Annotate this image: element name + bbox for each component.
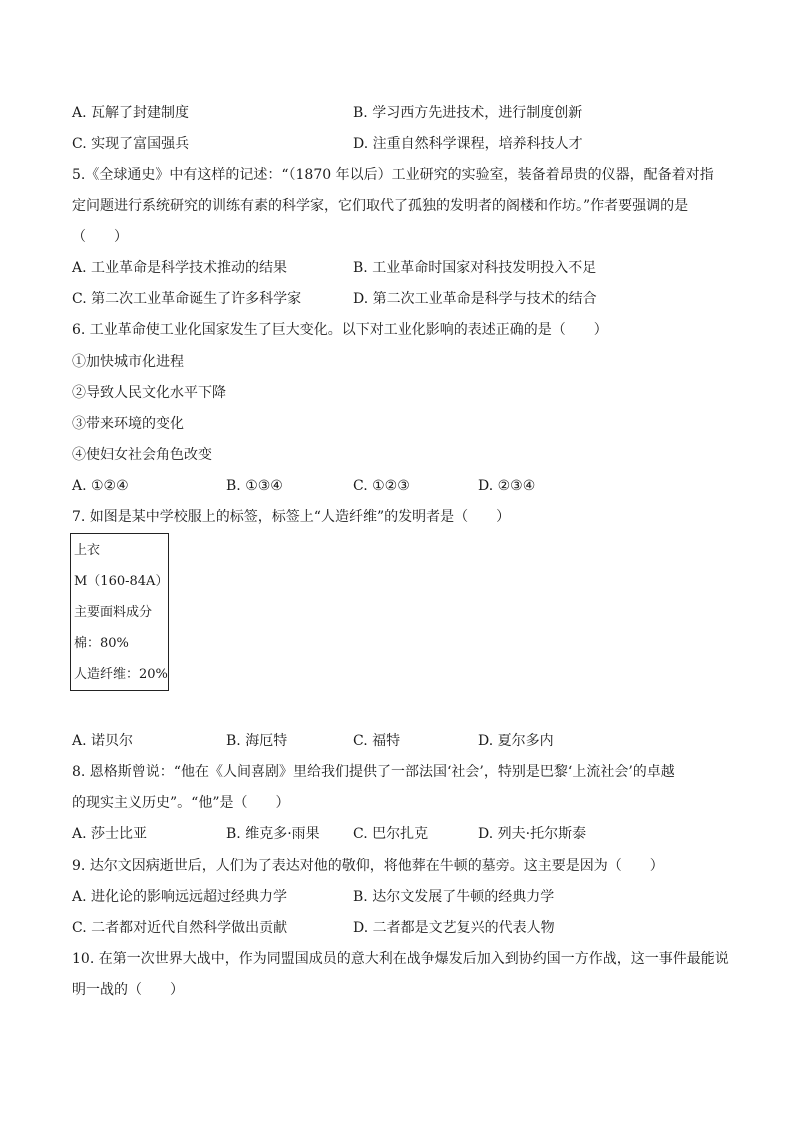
tag-line-3: 主要面料成分 — [74, 605, 153, 620]
q9-option-b: B. 达尔文发展了牛顿的经典力学 — [353, 889, 555, 905]
q10-stem-line-1: 10. 在第一次世界大战中，作为同盟国成员的意大利在战争爆发后加入到协约国一方作战，这一事件最能说 — [72, 951, 729, 967]
q4-option-c: C. 实现了富国强兵 — [72, 136, 190, 152]
q4-option-a: A. 瓦解了封建制度 — [72, 105, 190, 121]
q7-option-b: B. 海厄特 — [226, 733, 288, 749]
q6-item-3: ③带来环境的变化 — [72, 416, 184, 432]
q5-option-c: C. 第二次工业革命诞生了许多科学家 — [72, 291, 302, 307]
q8-option-d: D. 列夫·托尔斯泰 — [478, 826, 587, 842]
q5-option-b: B. 工业革命时国家对科技发明投入不足 — [353, 260, 597, 276]
q7-option-a: A. 诺贝尔 — [72, 733, 134, 749]
q5-stem-line-2: 定问题进行系统研究的训练有素的科学家，它们取代了孤独的发明者的阁楼和作坊。”作者要强调的是 — [72, 198, 689, 214]
q6-item-1: ①加快城市化进程 — [72, 354, 184, 370]
q6-option-b: B. ①③④ — [226, 478, 283, 494]
q5-option-a: A. 工业革命是科学技术推动的结果 — [72, 260, 288, 276]
q6-option-a: A. ①②④ — [72, 478, 129, 494]
q9-option-c: C. 二者都对近代自然科学做出贡献 — [72, 920, 288, 936]
q6-option-c: C. ①②③ — [353, 478, 410, 494]
q6-item-4: ④使妇女社会角色改变 — [72, 447, 212, 463]
q6-stem: 6. 工业革命使工业化国家发生了巨大变化。以下对工业化影响的表述正确的是（ ） — [72, 322, 608, 338]
q5-option-d: D. 第二次工业革命是科学与技术的结合 — [353, 291, 597, 307]
q8-stem-line-2: 的现实主义历史”。“他”是（ ） — [72, 795, 290, 811]
q10-stem-line-2: 明一战的（ ） — [72, 982, 184, 998]
q5-stem-line-1: 5.《全球通史》中有这样的记述：“（1870 年以后）工业研究的实验室，装备着昂贵的仪器，配备着对指 — [72, 167, 714, 183]
q7-option-c: C. 福特 — [353, 733, 401, 749]
q8-option-b: B. 维克多·雨果 — [226, 826, 320, 842]
clothing-tag — [70, 533, 169, 691]
q9-option-d: D. 二者都是文艺复兴的代表人物 — [353, 920, 555, 936]
tag-line-1: 上衣 — [74, 543, 101, 558]
q4-option-b: B. 学习西方先进技术，进行制度创新 — [353, 105, 583, 121]
q7-option-d: D. 夏尔多内 — [478, 733, 554, 749]
tag-line-2: M（160-84A） — [74, 574, 169, 589]
q5-stem-line-3: （ ） — [72, 229, 128, 245]
q6-option-d: D. ②③④ — [478, 478, 536, 494]
tag-line-5: 人造纤维：20% — [74, 667, 168, 682]
q8-option-c: C. 巴尔扎克 — [353, 826, 429, 842]
q6-item-2: ②导致人民文化水平下降 — [72, 385, 226, 401]
q9-stem: 9. 达尔文因病逝世后，人们为了表达对他的敬仰，将他葬在牛顿的墓旁。这主要是因为（ ） — [72, 858, 664, 874]
q8-option-a: A. 莎士比亚 — [72, 826, 148, 842]
q4-option-d: D. 注重自然科学课程，培养科技人才 — [353, 136, 583, 152]
tag-line-4: 棉：80% — [74, 636, 129, 651]
q7-stem: 7. 如图是某中学校服上的标签，标签上“人造纤维”的发明者是（ ） — [72, 509, 511, 525]
q9-option-a: A. 进化论的影响远远超过经典力学 — [72, 889, 288, 905]
q8-stem-line-1: 8. 恩格斯曾说：“他在《人间喜剧》里给我们提供了一部法国‘社会’，特别是巴黎‘上流社会’的卓越 — [72, 764, 675, 780]
